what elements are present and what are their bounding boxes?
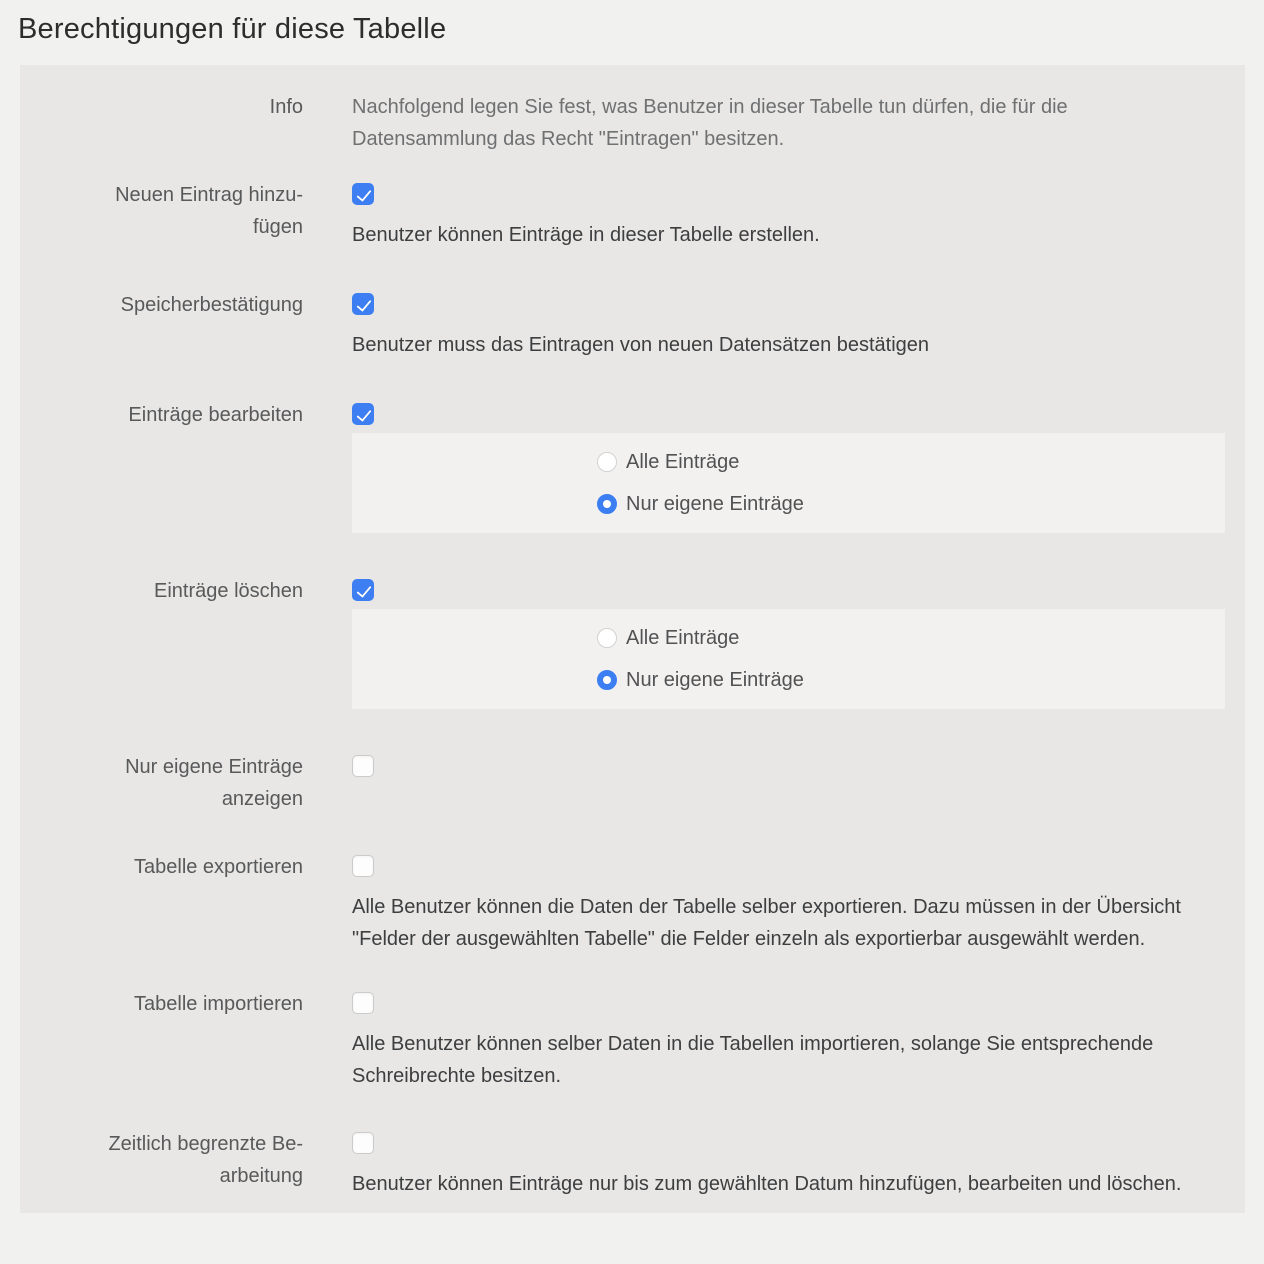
save-confirmation-description: Benutzer muss das Eintragen von neuen Datensätzen bestätigen [352, 334, 930, 356]
radio-label: Nur eigene Einträge [626, 669, 804, 691]
add-entry-description: Benutzer können Einträge in dieser Tabelle erstellen. [352, 224, 820, 246]
page-title: Berechtigungen für diese Tabelle [18, 13, 447, 45]
export-table-checkbox[interactable] [352, 855, 374, 877]
info-text: Nachfolgend legen Sie fest, was Benutzer in dieser Tabelle tun dürfen, die für die Datensammlung das Recht "Eintragen" besitzen. [352, 96, 1068, 150]
time-limited-editing-label: Zeitlich begrenzte Bearbeitung [108, 1133, 303, 1187]
row-edit-entries [20, 399, 1245, 533]
row-save-confirmation [20, 289, 1245, 361]
import-table-label: Tabelle importieren [134, 993, 303, 1015]
delete-entries-checkbox[interactable] [352, 579, 374, 601]
row-time-limited-editing [20, 1128, 1245, 1200]
delete-entries-scope-panel [352, 609, 1225, 709]
radio-icon[interactable] [597, 494, 617, 514]
row-show-own-entries [20, 751, 1245, 815]
edit-entries-radio-all[interactable] [597, 447, 1205, 477]
row-export-table [20, 851, 1245, 955]
save-confirmation-label: Speicherbestätigung [120, 294, 303, 316]
radio-label: Nur eigene Einträge [626, 493, 804, 515]
radio-icon[interactable] [597, 628, 617, 648]
import-table-checkbox[interactable] [352, 992, 374, 1014]
save-confirmation-checkbox[interactable] [352, 293, 374, 315]
export-table-label: Tabelle exportieren [134, 856, 303, 878]
row-add-entry [20, 179, 1245, 251]
import-table-description: Alle Benutzer können selber Daten in die Tabellen importieren, solange Sie entsprechende Schreibrechte besitzen. [352, 1033, 1154, 1087]
row-info [20, 91, 1245, 155]
export-table-description: Alle Benutzer können die Daten der Tabelle selber exportieren. Dazu müssen in der Übersicht "Felder der ausgewählten Tabelle" die Felder einzeln als exportierbar ausgewählt werden. [352, 896, 1181, 950]
edit-entries-checkbox[interactable] [352, 403, 374, 425]
row-delete-entries [20, 575, 1245, 709]
radio-icon[interactable] [597, 670, 617, 690]
add-entry-label: Neuen Eintrag hinzufügen [115, 184, 303, 238]
edit-entries-scope-panel [352, 433, 1225, 533]
time-limited-editing-checkbox[interactable] [352, 1132, 374, 1154]
show-own-entries-label: Nur eigene Einträge anzeigen [125, 756, 303, 810]
row-info-label: Info [269, 96, 303, 118]
radio-icon[interactable] [597, 452, 617, 472]
edit-entries-radio-own[interactable] [597, 489, 1205, 519]
row-import-table [20, 988, 1245, 1092]
show-own-entries-checkbox[interactable] [352, 755, 374, 777]
delete-entries-label: Einträge löschen [154, 580, 303, 602]
add-entry-checkbox[interactable] [352, 183, 374, 205]
time-limited-editing-description: Benutzer können Einträge nur bis zum gewählten Datum hinzufügen, bearbeiten und löschen. [352, 1173, 1182, 1195]
radio-label: Alle Einträge [626, 627, 740, 649]
edit-entries-label: Einträge bearbeiten [128, 404, 303, 426]
delete-entries-radio-own[interactable] [597, 665, 1205, 695]
radio-label: Alle Einträge [626, 451, 740, 473]
delete-entries-radio-all[interactable] [597, 623, 1205, 653]
permissions-panel [20, 65, 1245, 1213]
